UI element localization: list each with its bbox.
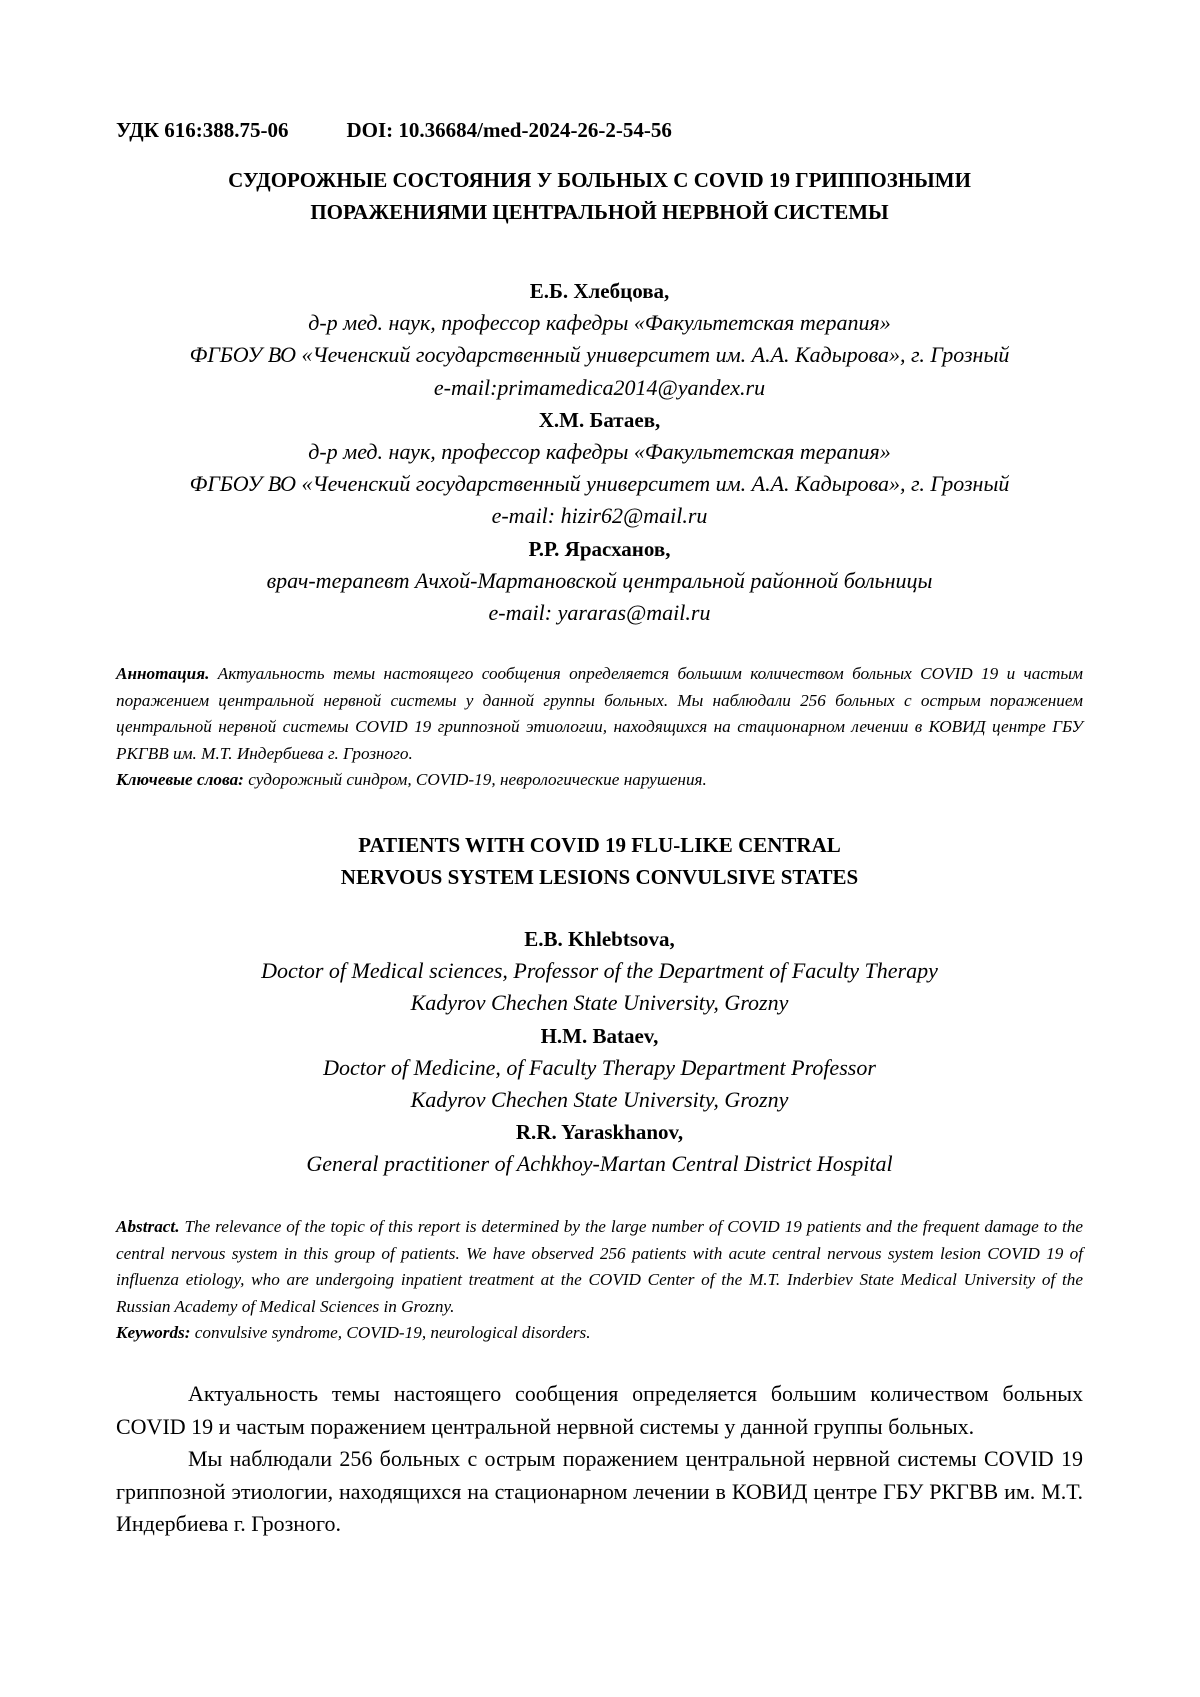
- ru-author-2-affiliation: ФГБОУ ВО «Чеченский государственный университет им. А.А. Кадырова», г. Грозный: [116, 468, 1083, 500]
- en-authors: [116, 923, 1083, 1181]
- en-abstract-text: The relevance of the topic of this report is determined by the large number of COVID 19 patients and the frequent damage to the central nervous system in this group of patients. We have observed 256 patients with acute central nervous system lesion COVID 19 of influenza etiology, who are undergoing inpatient treatment at the COVID Center of the M.T. Inderbiev State Medical University of the Russian Academy of Medical Sciences in Grozny.: [116, 1217, 1083, 1316]
- ru-author-1-affiliation: ФГБОУ ВО «Чеченский государственный университет им. А.А. Кадырова», г. Грозный: [116, 339, 1083, 371]
- en-title: [116, 829, 1083, 893]
- ru-keywords-label: Ключевые слова:: [116, 770, 244, 789]
- ru-title-line-2: ПОРАЖЕНИЯМИ ЦЕНТРАЛЬНОЙ НЕРВНОЙ СИСТЕМЫ: [116, 196, 1083, 228]
- ru-author-3-position: врач-терапевт Ачхой-Мартановской центральной районной больницы: [116, 565, 1083, 597]
- ru-abstract-label: Аннотация.: [116, 664, 209, 683]
- en-author-1-position: Doctor of Medical sciences, Professor of the Department of Faculty Therapy: [116, 955, 1083, 987]
- ru-keywords-text: судорожный синдром, COVID-19, неврологические нарушения.: [248, 770, 707, 789]
- en-title-line-2: NERVOUS SYSTEM LESIONS CONVULSIVE STATES: [116, 861, 1083, 893]
- en-title-line-1: PATIENTS WITH COVID 19 FLU-LIKE CENTRAL: [116, 829, 1083, 861]
- en-keywords-text: convulsive syndrome, COVID-19, neurological disorders.: [195, 1323, 591, 1342]
- en-author-2-name: H.M. Bataev,: [116, 1020, 1083, 1052]
- en-keywords-paragraph: [116, 1320, 1083, 1347]
- en-abstract-label: Abstract.: [116, 1217, 180, 1236]
- en-author-1-affiliation: Kadyrov Chechen State University, Grozny: [116, 987, 1083, 1019]
- ru-author-1-position: д-р мед. наук, профессор кафедры «Факультетская терапия»: [116, 307, 1083, 339]
- en-author-3-name: R.R. Yaraskhanov,: [116, 1116, 1083, 1148]
- udk-code: УДК 616:388.75-06: [116, 118, 288, 142]
- body-paragraph-2: Мы наблюдали 256 больных с острым поражением центральной нервной системы COVID 19 гриппозной этиологии, находящихся на стационарном лечении в КОВИД центре ГБУ РКГВВ им. М.Т. Индербиева г. Грозного.: [116, 1443, 1083, 1541]
- article-page: [0, 0, 1200, 1697]
- en-abstract: [116, 1214, 1083, 1347]
- ru-authors: [116, 275, 1083, 629]
- ru-title-line-1: СУДОРОЖНЫЕ СОСТОЯНИЯ У БОЛЬНЫХ С COVID 19 ГРИППОЗНЫМИ: [116, 164, 1083, 196]
- ru-author-1-email: e-mail:primamedica2014@yandex.ru: [116, 372, 1083, 404]
- en-author-2-affiliation: Kadyrov Chechen State University, Grozny: [116, 1084, 1083, 1116]
- ru-author-3-email: e-mail: yararas@mail.ru: [116, 597, 1083, 629]
- ru-abstract-text: Актуальность темы настоящего сообщения определяется большим количеством больных COVID 19 и частым поражением центральной нервной системы у данной группы больных. Мы наблюдали 256 больных с острым поражением центральной нервной системы COVID 19 гриппозной этиологии, находящихся на стационарном лечении в КОВИД центре ГБУ РКГВВ им. М.Т. Индербиева г. Грозного.: [116, 664, 1083, 763]
- en-author-2-position: Doctor of Medicine, of Faculty Therapy Department Professor: [116, 1052, 1083, 1084]
- ru-author-2-email: e-mail: hizir62@mail.ru: [116, 500, 1083, 532]
- ru-abstract: [116, 661, 1083, 794]
- ru-title: [116, 164, 1083, 228]
- en-keywords-label: Keywords:: [116, 1323, 190, 1342]
- ru-abstract-paragraph: [116, 661, 1083, 767]
- en-abstract-paragraph: [116, 1214, 1083, 1320]
- ru-author-2-position: д-р мед. наук, профессор кафедры «Факультетская терапия»: [116, 436, 1083, 468]
- en-author-1-name: E.B. Khlebtsova,: [116, 923, 1083, 955]
- ru-author-1-name: Е.Б. Хлебцова,: [116, 275, 1083, 307]
- ru-author-2-name: Х.М. Батаев,: [116, 404, 1083, 436]
- article-header: [116, 116, 672, 144]
- article-body: [116, 1378, 1083, 1541]
- ru-keywords-paragraph: [116, 767, 1083, 794]
- ru-author-3-name: Р.Р. Ярасханов,: [116, 533, 1083, 565]
- en-author-3-position: General practitioner of Achkhoy-Martan Central District Hospital: [116, 1148, 1083, 1180]
- doi-code: DOI: 10.36684/med-2024-26-2-54-56: [346, 118, 671, 142]
- body-paragraph-1: Актуальность темы настоящего сообщения определяется большим количеством больных COVID 19 и частым поражением центральной нервной системы у данной группы больных.: [116, 1378, 1083, 1443]
